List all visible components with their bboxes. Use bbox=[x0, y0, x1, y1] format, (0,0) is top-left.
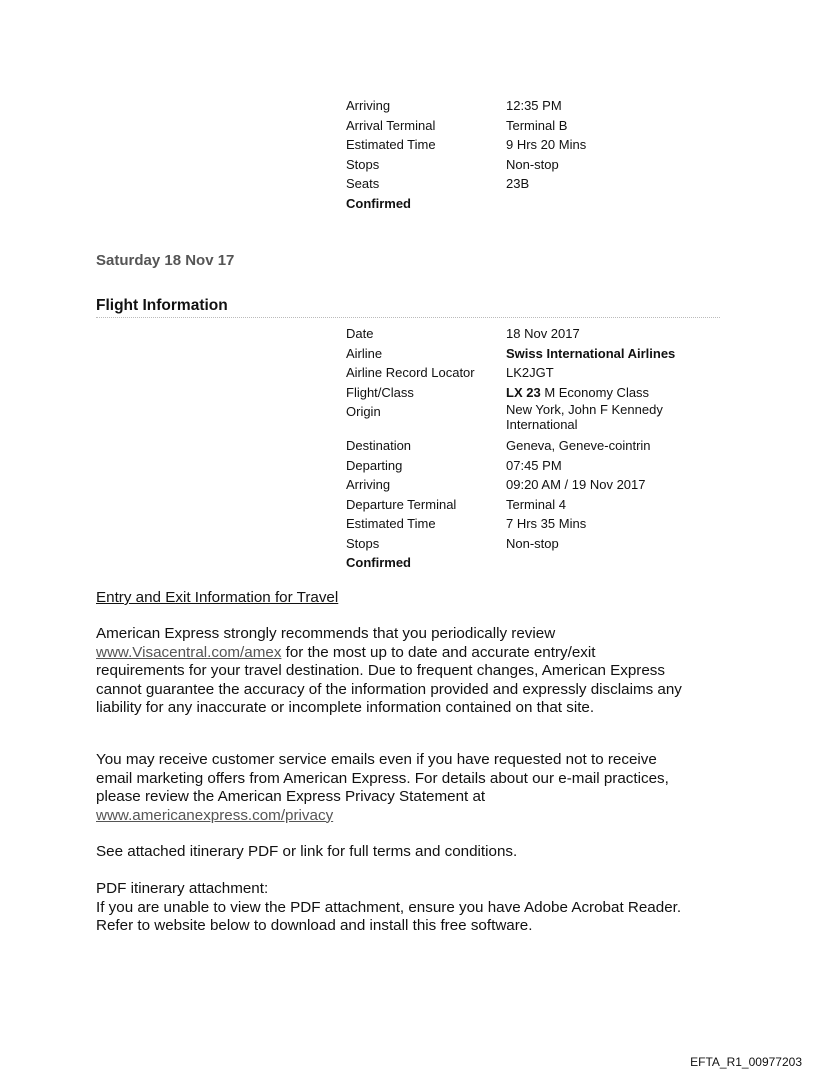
label: Date bbox=[346, 326, 374, 341]
record-locator: LK2JGT bbox=[506, 365, 554, 380]
entry-line-1: American Express strongly recommends that you periodically review bbox=[96, 625, 556, 642]
flight-class-row bbox=[346, 383, 726, 403]
label: Estimated Time bbox=[346, 137, 436, 152]
visacentral-link[interactable]: www.Visacentral.com/amex bbox=[96, 643, 282, 661]
entry-exit-heading: Entry and Exit Information for Travel bbox=[96, 589, 339, 606]
prev-estimated-time-row bbox=[346, 135, 726, 155]
label: Origin bbox=[346, 404, 381, 419]
entry-line-4: cannot guarantee the accuracy of the information provided and expressly disclaims any bbox=[96, 680, 682, 698]
label: Departing bbox=[346, 457, 403, 473]
email-line-2: email marketing offers from American Express. For details about our e-mail practices, bbox=[96, 769, 669, 787]
origin-row bbox=[346, 402, 726, 436]
label: Arriving bbox=[346, 477, 391, 492]
departure-terminal: Terminal 4 bbox=[506, 496, 566, 512]
prev-arriving-row bbox=[346, 96, 726, 116]
terms-note: See attached itinerary PDF or link for full terms and conditions. bbox=[96, 843, 518, 860]
label: Flight/Class bbox=[346, 384, 414, 400]
label: Departure Terminal bbox=[346, 496, 457, 512]
class-name: M Economy Class bbox=[544, 384, 650, 400]
label: Arriving bbox=[346, 98, 391, 113]
entry-line-3: requirements for your travel destination. Due to frequent changes, American Express bbox=[96, 662, 665, 679]
document-id: EFTA_R1_00977203 bbox=[690, 1055, 802, 1069]
email-line-4 bbox=[96, 807, 736, 826]
destination-row bbox=[346, 436, 726, 456]
estimated-time: 7 Hrs 35 Mins bbox=[506, 516, 587, 531]
prev-stops-row bbox=[346, 155, 726, 175]
status-row bbox=[346, 553, 726, 573]
estimated-time-row bbox=[346, 514, 726, 534]
origin-line-1: New York, John F Kennedy bbox=[506, 402, 663, 417]
departing-row bbox=[346, 456, 726, 476]
email-line-1: You may receive customer service emails even if you have requested not to receive bbox=[96, 751, 657, 768]
origin-value bbox=[506, 402, 716, 436]
email-notice-paragraph bbox=[96, 751, 736, 825]
value: 9 Hrs 20 Mins bbox=[506, 137, 587, 152]
stops-row bbox=[346, 534, 726, 554]
label: Airline bbox=[346, 345, 383, 361]
origin-line-2: International bbox=[506, 417, 578, 432]
label: Arrival Terminal bbox=[346, 117, 436, 133]
day-heading: Saturday 18 Nov 17 bbox=[96, 252, 235, 269]
entry-exit-paragraph bbox=[96, 625, 736, 718]
prev-arrival-terminal-row bbox=[346, 116, 726, 136]
pdf-heading: PDF itinerary attachment: bbox=[96, 880, 269, 897]
privacy-link[interactable]: www.americanexpress.com/privacy bbox=[96, 806, 334, 824]
label: Airline Record Locator bbox=[346, 365, 475, 380]
pdf-line-2: Refer to website below to download and install this free software. bbox=[96, 917, 533, 934]
stops: Non-stop bbox=[506, 535, 559, 551]
label: Estimated Time bbox=[346, 516, 436, 531]
airline-row bbox=[346, 344, 726, 364]
arriving-row bbox=[346, 475, 726, 495]
section-divider bbox=[96, 317, 720, 318]
prev-confirmed-status: Confirmed bbox=[346, 195, 411, 211]
value: 23B bbox=[506, 176, 530, 191]
value: Terminal B bbox=[506, 117, 568, 133]
departure-terminal-row bbox=[346, 495, 726, 515]
record-locator-row bbox=[346, 363, 726, 383]
prev-seats-row bbox=[346, 174, 726, 194]
flight-information-heading: Flight Information bbox=[96, 297, 228, 314]
prev-flight-details bbox=[346, 96, 726, 213]
date-row bbox=[346, 324, 726, 344]
entry-line-5: liability for any inaccurate or incomplete information contained on that site. bbox=[96, 699, 595, 716]
label: Stops bbox=[346, 156, 380, 172]
value: 18 Nov 2017 bbox=[506, 326, 580, 341]
departing-time: 07:45 PM bbox=[506, 457, 562, 473]
entry-line-2 bbox=[96, 644, 736, 663]
confirmed-status: Confirmed bbox=[346, 555, 411, 570]
label: Stops bbox=[346, 535, 380, 551]
prev-status-row bbox=[346, 194, 726, 214]
email-line-3: please review the American Express Privacy Statement at bbox=[96, 788, 486, 805]
label: Seats bbox=[346, 176, 380, 191]
flight-number: LX 23 bbox=[506, 384, 541, 400]
entry-line-2-text: for the most up to date and accurate entry/exit bbox=[281, 643, 596, 661]
value: 12:35 PM bbox=[506, 98, 562, 113]
value: Non-stop bbox=[506, 156, 559, 172]
destination: Geneva, Geneve-cointrin bbox=[506, 438, 651, 453]
flight-details bbox=[346, 324, 726, 573]
pdf-line-1: If you are unable to view the PDF attachment, ensure you have Adobe Acrobat Reader. bbox=[96, 898, 682, 916]
flight-class-value bbox=[506, 383, 716, 403]
airline-name: Swiss International Airlines bbox=[506, 345, 676, 361]
arriving-time: 09:20 AM / 19 Nov 2017 bbox=[506, 477, 646, 492]
label: Destination bbox=[346, 438, 412, 453]
pdf-note bbox=[96, 880, 736, 936]
